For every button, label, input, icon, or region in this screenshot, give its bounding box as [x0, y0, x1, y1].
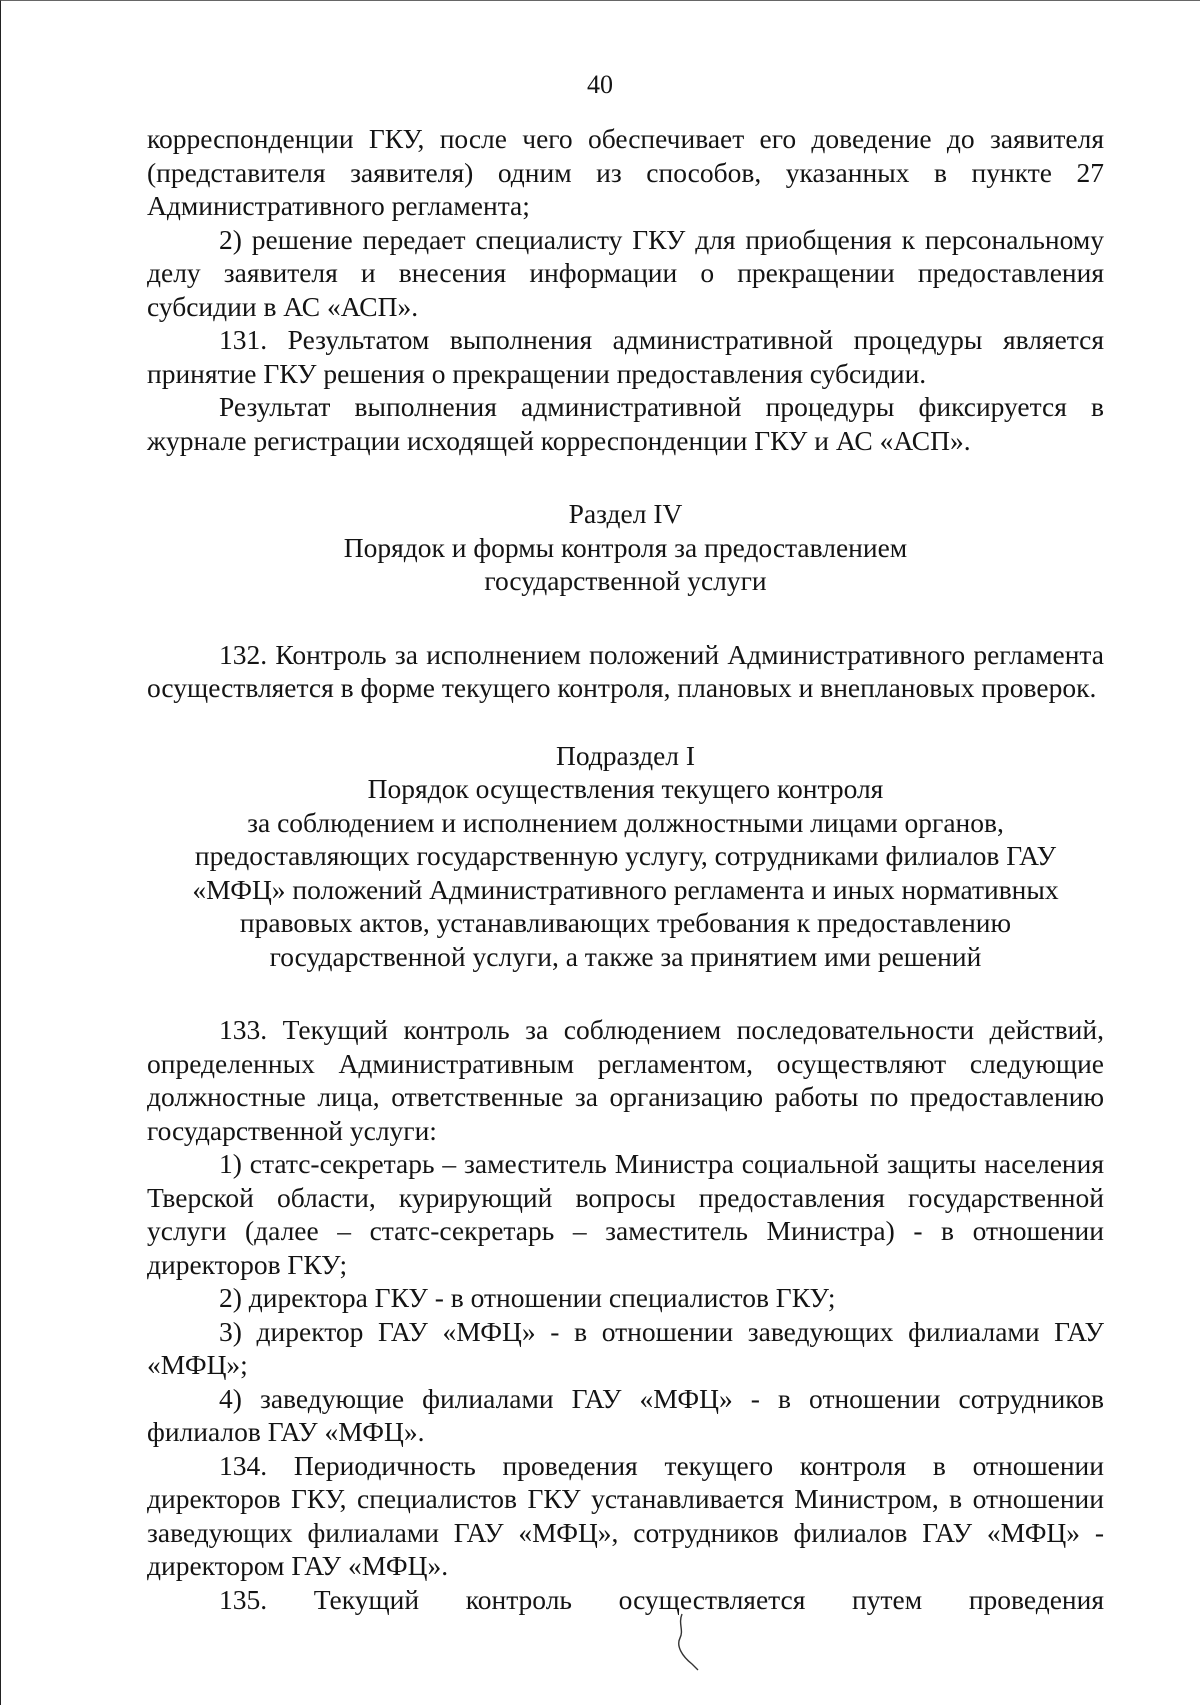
paragraph-133-item-2: 2) директора ГКУ - в отношении специалистов ГКУ;: [219, 1282, 836, 1313]
section-title-line-2: государственной услуги: [484, 565, 767, 596]
paragraph-item-2: 2) решение передает специалисту ГКУ для приобщения к персональному делу заявителя и внесения информации о прекращении предоставления субсидии в АС «АСП».: [147, 223, 1104, 322]
paragraph-133-item-4: 4) заведующие филиалами ГАУ «МФЦ» - в отношении сотрудников филиалов ГАУ «МФЦ».: [147, 1382, 1104, 1447]
paragraph-135: 135. Текущий контроль осуществляется путем проведения: [219, 1583, 1104, 1615]
pen-mark-icon: [672, 1612, 712, 1672]
subsection-title-line-2: за соблюдением и исполнением должностными лицами органов,: [247, 806, 1004, 838]
paragraph-131: 131. Результатом выполнения административной процедуры является принятие ГКУ решения о прекращении предоставления субсидии.: [147, 324, 1104, 389]
paragraph-131-result: Результат выполнения административной процедуры фиксируется в журнале регистрации исходящей корреспонденции ГКУ и АС «АСП».: [147, 391, 1104, 456]
subsection-title-line-5: правовых актов, устанавливающих требования к предоставлению: [239, 907, 1012, 938]
subsection-title-line-1: Порядок осуществления текущего контроля: [367, 773, 884, 804]
paragraph-133: 133. Текущий контроль за соблюдением последовательности действий, определенных Административным регламентом, осуществляют следующие должностные лица, ответственные за организацию работы по предоставлению государственной услуги:: [147, 1014, 1104, 1146]
subsection-title-line-4: «МФЦ» положений Административного регламента и иных нормативных: [192, 873, 1059, 905]
subsection-title-line-3: предоставляющих государственную услугу, сотрудниками филиалов ГАУ: [194, 840, 1057, 871]
paragraph-132: 132. Контроль за исполнением положений Административного регламента осуществляется в форме текущего контроля, плановых и внеплановых проверок.: [147, 638, 1104, 703]
paragraph-134: 134. Периодичность проведения текущего контроля в отношении директоров ГКУ, специалистов ГКУ устанавливается Министром, в отношении заведующих филиалами ГАУ «МФЦ», сотрудников филиалов ГАУ «МФЦ» - директором ГАУ «МФЦ».: [147, 1449, 1104, 1581]
paragraph-133-item-3: 3) директор ГАУ «МФЦ» - в отношении заведующих филиалами ГАУ «МФЦ»;: [147, 1315, 1104, 1380]
section-title-line-1: Порядок и формы контроля за предоставлением: [343, 531, 908, 563]
document-body: [147, 122, 1104, 1616]
paragraph-continuation: корреспонденции ГКУ, после чего обеспечивает его доведение до заявителя (представителя заявителя) одним из способов, указанных в пункте 27 Административного регламента;: [147, 123, 1104, 221]
subsection-title-line-6: государственной услуги, а также за принятием ими решений: [269, 940, 982, 972]
paragraph-133-item-1: 1) статс-секретарь – заместитель Министра социальной защиты населения Тверской области, курирующий вопросы предоставления государственной услуги (далее – статс-секретарь – заместитель Министра) - в отношении директоров ГКУ;: [147, 1148, 1104, 1280]
page-number: 40: [587, 70, 613, 99]
subsection-label: Подраздел I: [555, 739, 696, 771]
section-label: Раздел IV: [568, 498, 683, 529]
